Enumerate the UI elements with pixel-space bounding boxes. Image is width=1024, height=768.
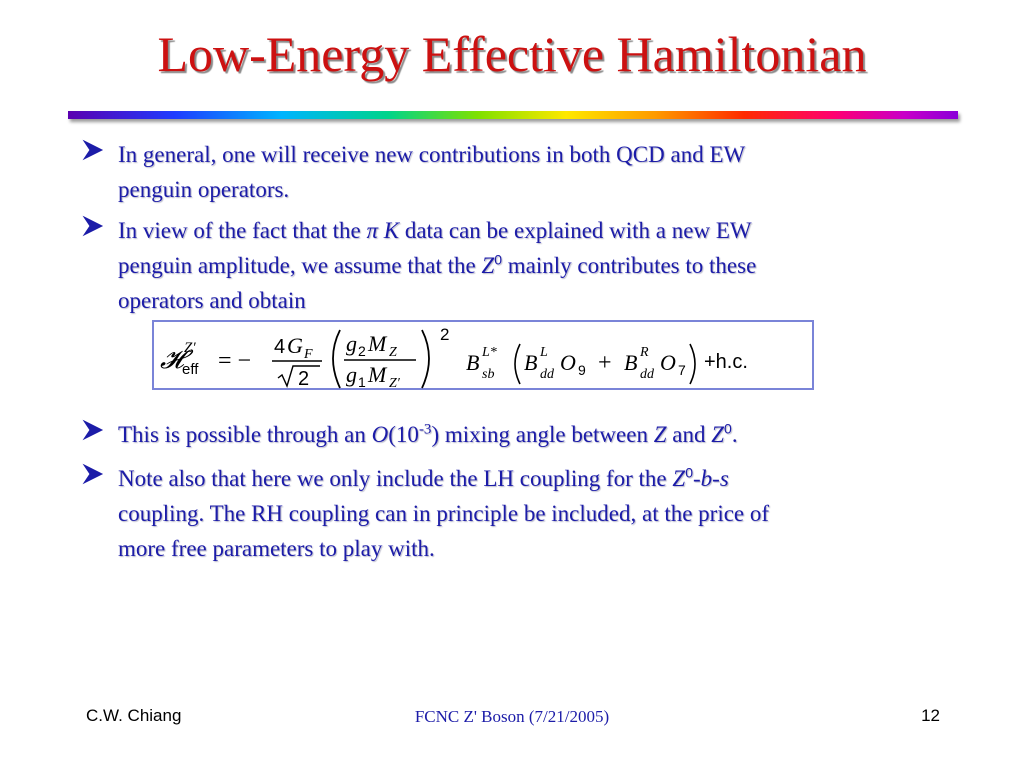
z-symbol: Z: [481, 253, 495, 278]
right-paren: [690, 344, 695, 384]
left-paren: [333, 330, 340, 388]
g2-sub: 2: [358, 343, 366, 359]
s-symbol: s: [719, 466, 729, 491]
o7-subscript: 7: [678, 362, 686, 378]
b2-subscript: dd: [540, 367, 554, 382]
bullet-text: [118, 213, 938, 318]
sqrt-two: 2: [298, 368, 310, 390]
exponent: -3: [418, 421, 432, 438]
page-number: 12: [921, 706, 940, 725]
text-run: Note also that here we only include the LH coupling for the: [118, 466, 673, 491]
g1: g: [346, 362, 357, 387]
arrow-bullet-icon: [82, 139, 104, 161]
square-exponent: 2: [440, 325, 450, 344]
arrow-bullet-icon: [82, 463, 104, 485]
z-symbol: Z: [672, 466, 686, 491]
b3-superscript: R: [640, 345, 649, 360]
z-superscript: 0: [685, 464, 693, 481]
z-superscript: 0: [494, 251, 503, 268]
m-bottom: M: [368, 362, 387, 387]
plus-sign: +: [598, 350, 612, 376]
arrow-bullet-icon: [82, 215, 104, 237]
bullet-text: [118, 417, 938, 452]
equals-minus: = −: [218, 348, 252, 374]
bullet-line: In general, one will receive new contributions in both QCD and EW: [118, 142, 746, 167]
text-run: In view of the fact that the: [118, 218, 367, 243]
text-run: operators and obtain: [118, 288, 306, 313]
text-run: .: [731, 422, 738, 447]
text-run: more free parameters to play with.: [118, 536, 435, 561]
operator-o7: O: [660, 350, 676, 375]
text-run: mainly contributes to these: [502, 253, 757, 278]
bullet-line: penguin operators.: [118, 177, 290, 202]
b3-subscript: dd: [640, 367, 654, 382]
text-run: -: [693, 466, 701, 491]
big-o-symbol: O: [371, 422, 389, 447]
text-run: and: [666, 422, 712, 447]
b1-superscript: L*: [482, 345, 497, 360]
bullet-text: [118, 137, 938, 207]
text-run: (10: [388, 422, 419, 447]
b-symbol: b: [700, 466, 713, 491]
slide-title: Low-Energy Effective Hamiltonian: [157, 26, 867, 82]
hamiltonian-symbol: 𝓗: [160, 345, 184, 374]
text-run: This is possible through an: [118, 422, 372, 447]
b-coefficient: B: [624, 350, 638, 375]
hamiltonian-formula: [152, 320, 814, 390]
left-paren: [515, 344, 520, 384]
numerator-f: F: [304, 347, 313, 362]
numerator-four: 4: [274, 336, 286, 358]
pi-symbol: π: [366, 218, 378, 243]
z-superscript: 0: [724, 420, 732, 437]
text-run: coupling. The RH coupling can in principle be included, at the price of: [118, 501, 770, 526]
b2-superscript: L: [540, 345, 548, 360]
text-run: -: [712, 466, 720, 491]
z-symbol: Z: [711, 422, 725, 447]
right-paren: [422, 330, 429, 388]
footer-title: FCNC Z' Boson (7/21/2005): [414, 707, 610, 726]
formula-svg: [154, 322, 816, 392]
text-run: ) mixing angle between: [431, 422, 654, 447]
operator-o9: O: [560, 350, 576, 375]
b-coefficient: B: [466, 350, 480, 375]
h-superscript: Z′: [184, 340, 196, 356]
footer-author: C.W. Chiang: [86, 706, 182, 725]
k-symbol: K: [383, 218, 400, 243]
g2: g: [346, 331, 357, 356]
b-coefficient: B: [524, 350, 538, 375]
bullet-text: [118, 461, 938, 566]
text-run: data can be explained with a new EW: [399, 218, 752, 243]
m-top: M: [368, 331, 387, 356]
m-top-sub: Z: [389, 345, 397, 360]
g1-sub: 1: [358, 374, 366, 390]
arrow-bullet-icon: [82, 419, 104, 441]
m-bottom-sub: Z′: [389, 376, 400, 391]
b1-subscript: sb: [482, 367, 495, 382]
h-subscript: eff: [182, 361, 199, 378]
numerator-g: G: [287, 333, 303, 358]
hermitian-conjugate: +h.c.: [704, 351, 748, 373]
z-symbol: Z: [653, 422, 667, 447]
o9-subscript: 9: [578, 362, 586, 378]
text-run: penguin amplitude, we assume that the: [118, 253, 482, 278]
